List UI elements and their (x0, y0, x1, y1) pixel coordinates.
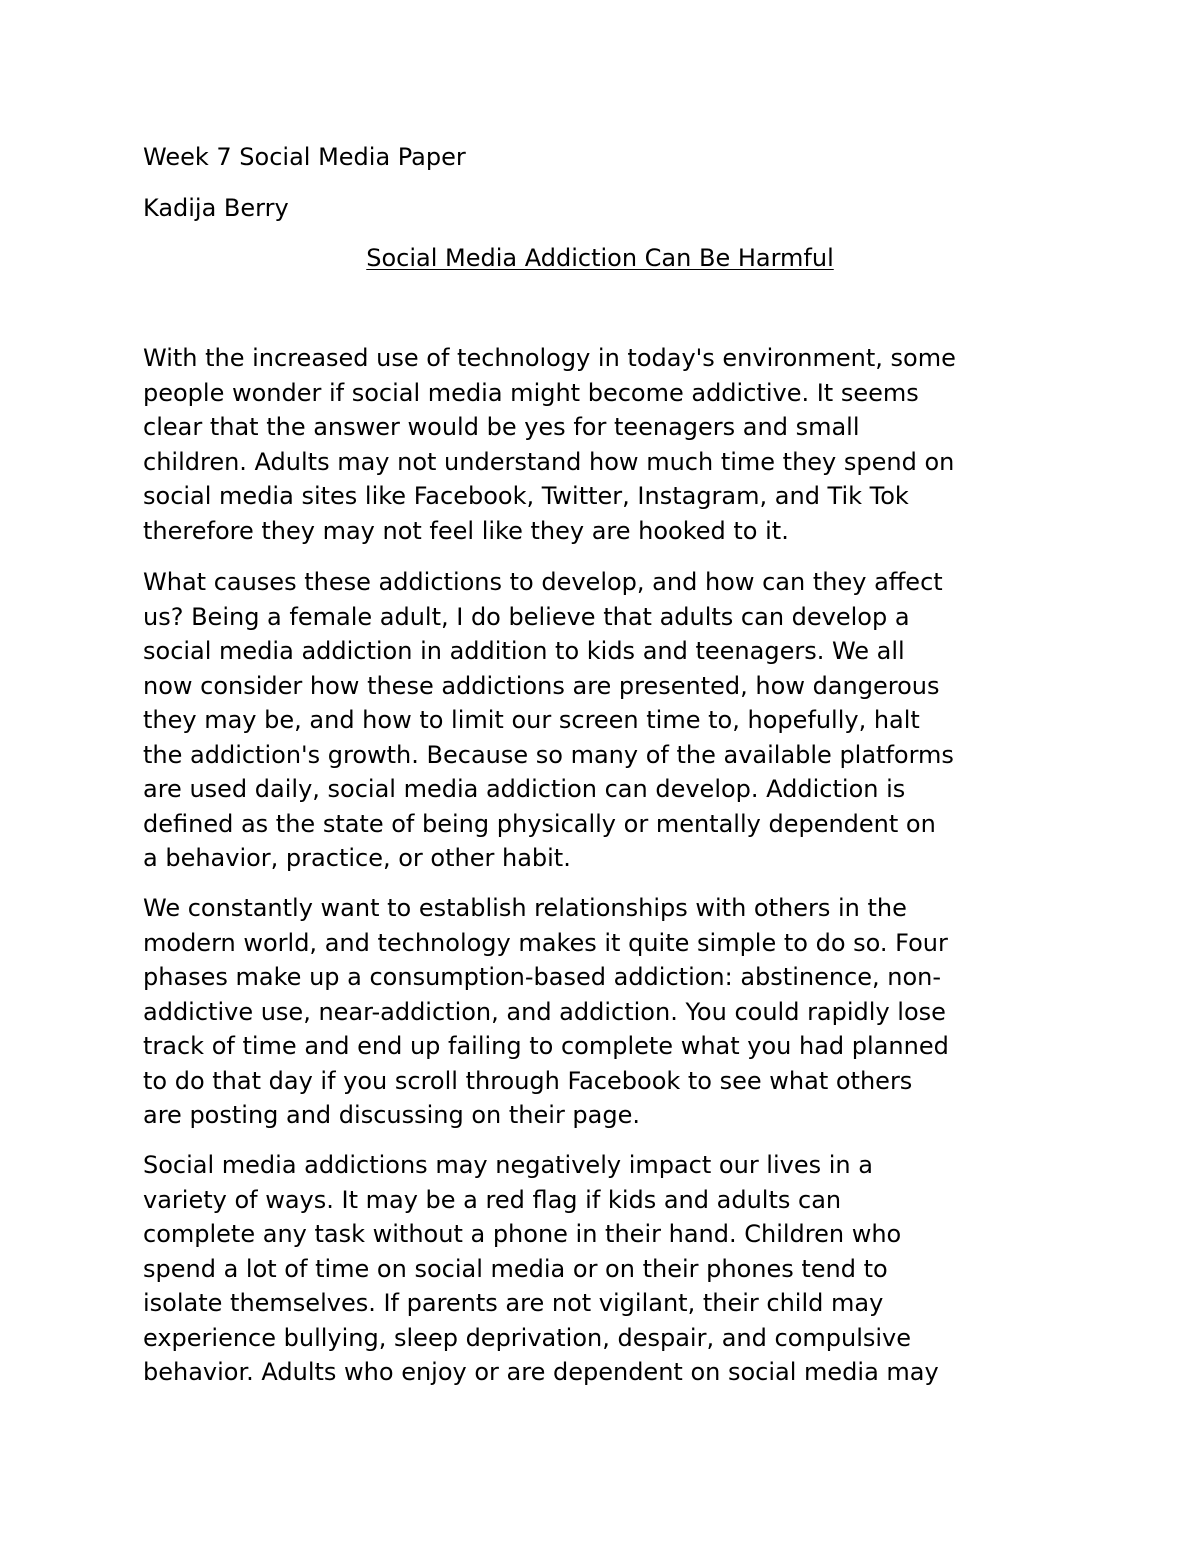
text-line: behavior. Adults who enjoy or are dependent on social media may (143, 1358, 939, 1386)
text-line: track of time and end up failing to complete what you had planned (143, 1032, 949, 1060)
text-line: Social media addictions may negatively impact our lives in a (143, 1151, 873, 1179)
text-line: addictive use, near-addiction, and addiction. You could rapidly lose (143, 997, 946, 1026)
text-line: children. Adults may not understand how much time they spend on (143, 447, 955, 476)
text-line: people wonder if social media might become addictive. It seems (143, 378, 919, 407)
text-line: social media addiction in addition to kids and teenagers. We all (143, 637, 905, 665)
text-line: modern world, and technology makes it quite simple to do so. Four (143, 928, 948, 957)
text-line: complete any task without a phone in their hand. Children who (143, 1220, 902, 1248)
text-line: What causes these addictions to develop, and how can they affect (143, 568, 943, 596)
text-line: are used daily, social media addiction can develop. Addiction is (143, 775, 906, 803)
text-line: defined as the state of being physically or mentally dependent on (143, 809, 936, 838)
text-line: now consider how these addictions are presented, how dangerous (143, 671, 940, 700)
text-line: to do that day if you scroll through Facebook to see what others (143, 1066, 913, 1095)
author-name: Kadija Berry (143, 194, 289, 222)
text-line: they may be, and how to limit our screen time to, hopefully, halt (143, 706, 920, 734)
text-line: We constantly want to establish relationships with others in the (143, 894, 907, 922)
paragraph-4 (143, 1148, 1083, 1390)
text-line: experience bullying, sleep deprivation, despair, and compulsive (143, 1323, 912, 1352)
paragraph-3 (143, 891, 1083, 1133)
paragraph-2 (143, 565, 1083, 876)
text-line: us? Being a female adult, I do believe that adults can develop a (143, 602, 910, 631)
text-line: spend a lot of time on social media or on their phones tend to (143, 1254, 888, 1283)
document-title-wrapper (0, 243, 1200, 273)
text-line: isolate themselves. If parents are not vigilant, their child may (143, 1289, 884, 1317)
text-line: the addiction's growth. Because so many of the available platforms (143, 740, 954, 769)
text-line: clear that the answer would be yes for teenagers and small (143, 413, 860, 441)
text-line: phases make up a consumption-based addiction: abstinence, non- (143, 963, 942, 991)
text-line: With the increased use of technology in today's environment, some (143, 344, 956, 372)
text-line: therefore they may not feel like they are hooked to it. (143, 516, 789, 545)
text-line: variety of ways. It may be a red flag if kids and adults can (143, 1185, 842, 1214)
text-line: are posting and discussing on their page. (143, 1101, 641, 1129)
paragraph-1 (143, 341, 1083, 548)
document-title: Social Media Addiction Can Be Harmful (366, 244, 834, 272)
text-line: a behavior, practice, or other habit. (143, 844, 571, 872)
document-label: Week 7 Social Media Paper (143, 143, 466, 171)
text-line: social media sites like Facebook, Twitter, Instagram, and Tik Tok (143, 482, 909, 510)
